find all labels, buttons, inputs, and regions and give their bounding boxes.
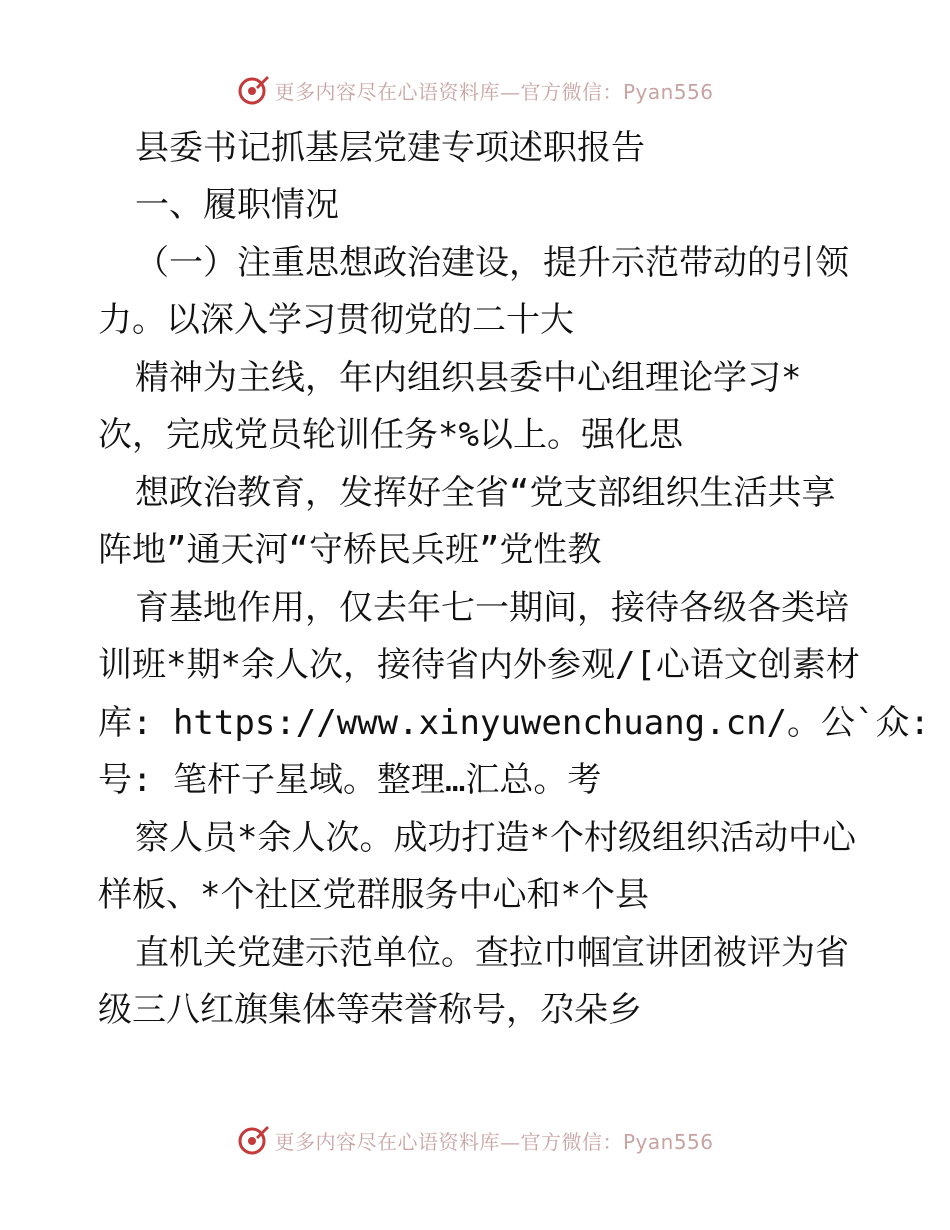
pen-logo-icon: [236, 1123, 270, 1157]
watermark-banner-top: [0, 70, 950, 110]
document-title: 县委书记抓基层党建专项述职报告: [135, 128, 645, 168]
paragraph-line: 精神为主线，年内组织县委中心组理论学习*: [135, 358, 802, 398]
watermark-wechat-id: Pyan556: [622, 79, 714, 104]
watermark-banner-bottom: [0, 1120, 950, 1160]
watermark-site-text: 更多内容尽在心语资料库: [274, 1129, 500, 1154]
watermark-site-text: 更多内容尽在心语资料库: [274, 79, 500, 104]
watermark-separator: —: [499, 1129, 521, 1154]
watermark-text: [274, 1126, 713, 1155]
paragraph-line: 样板、*个社区党群服务中心和*个县: [98, 875, 649, 915]
paragraph-line: 级三八红旗集体等荣誉称号，尕朵乡: [98, 990, 642, 1030]
watermark-wechat-label: 官方微信：: [520, 79, 623, 104]
paragraph-line: 次，完成党员轮训任务*%以上。强化思: [98, 415, 683, 455]
paragraph-line: （一）注重思想政治建设，提升示范带动的引领: [135, 243, 849, 283]
paragraph-line: 想政治教育，发挥好全省“党支部组织生活共享: [135, 473, 836, 513]
watermark-wechat-label: 官方微信：: [520, 1129, 623, 1154]
paragraph-line: 阵地”通天河“守桥民兵班”党性教: [98, 530, 602, 570]
paragraph-line: 直机关党建示范单位。查拉巾帼宣讲团被评为省: [135, 933, 849, 973]
paragraph-line: 育基地作用，仅去年七一期间，接待各级各类培: [135, 588, 849, 628]
paragraph-line: 察人员*余人次。成功打造*个村级组织活动中心: [135, 818, 856, 858]
paragraph-line: 号: 笔杆子星域。整理…汇总。考: [98, 760, 602, 800]
pen-logo-icon: [236, 73, 270, 107]
watermark-text: [274, 76, 713, 105]
section-heading: 一、履职情况: [135, 185, 339, 225]
paragraph-line: 库: https://www.xinyuwenchuang.cn/。公`众:: [98, 703, 930, 743]
watermark-separator: —: [499, 79, 521, 104]
watermark-wechat-id: Pyan556: [622, 1129, 714, 1154]
paragraph-line: 训班*期*余人次，接待省内外参观/[心语文创素材: [98, 645, 860, 685]
paragraph-line: 力。以深入学习贯彻党的二十大: [98, 300, 574, 340]
